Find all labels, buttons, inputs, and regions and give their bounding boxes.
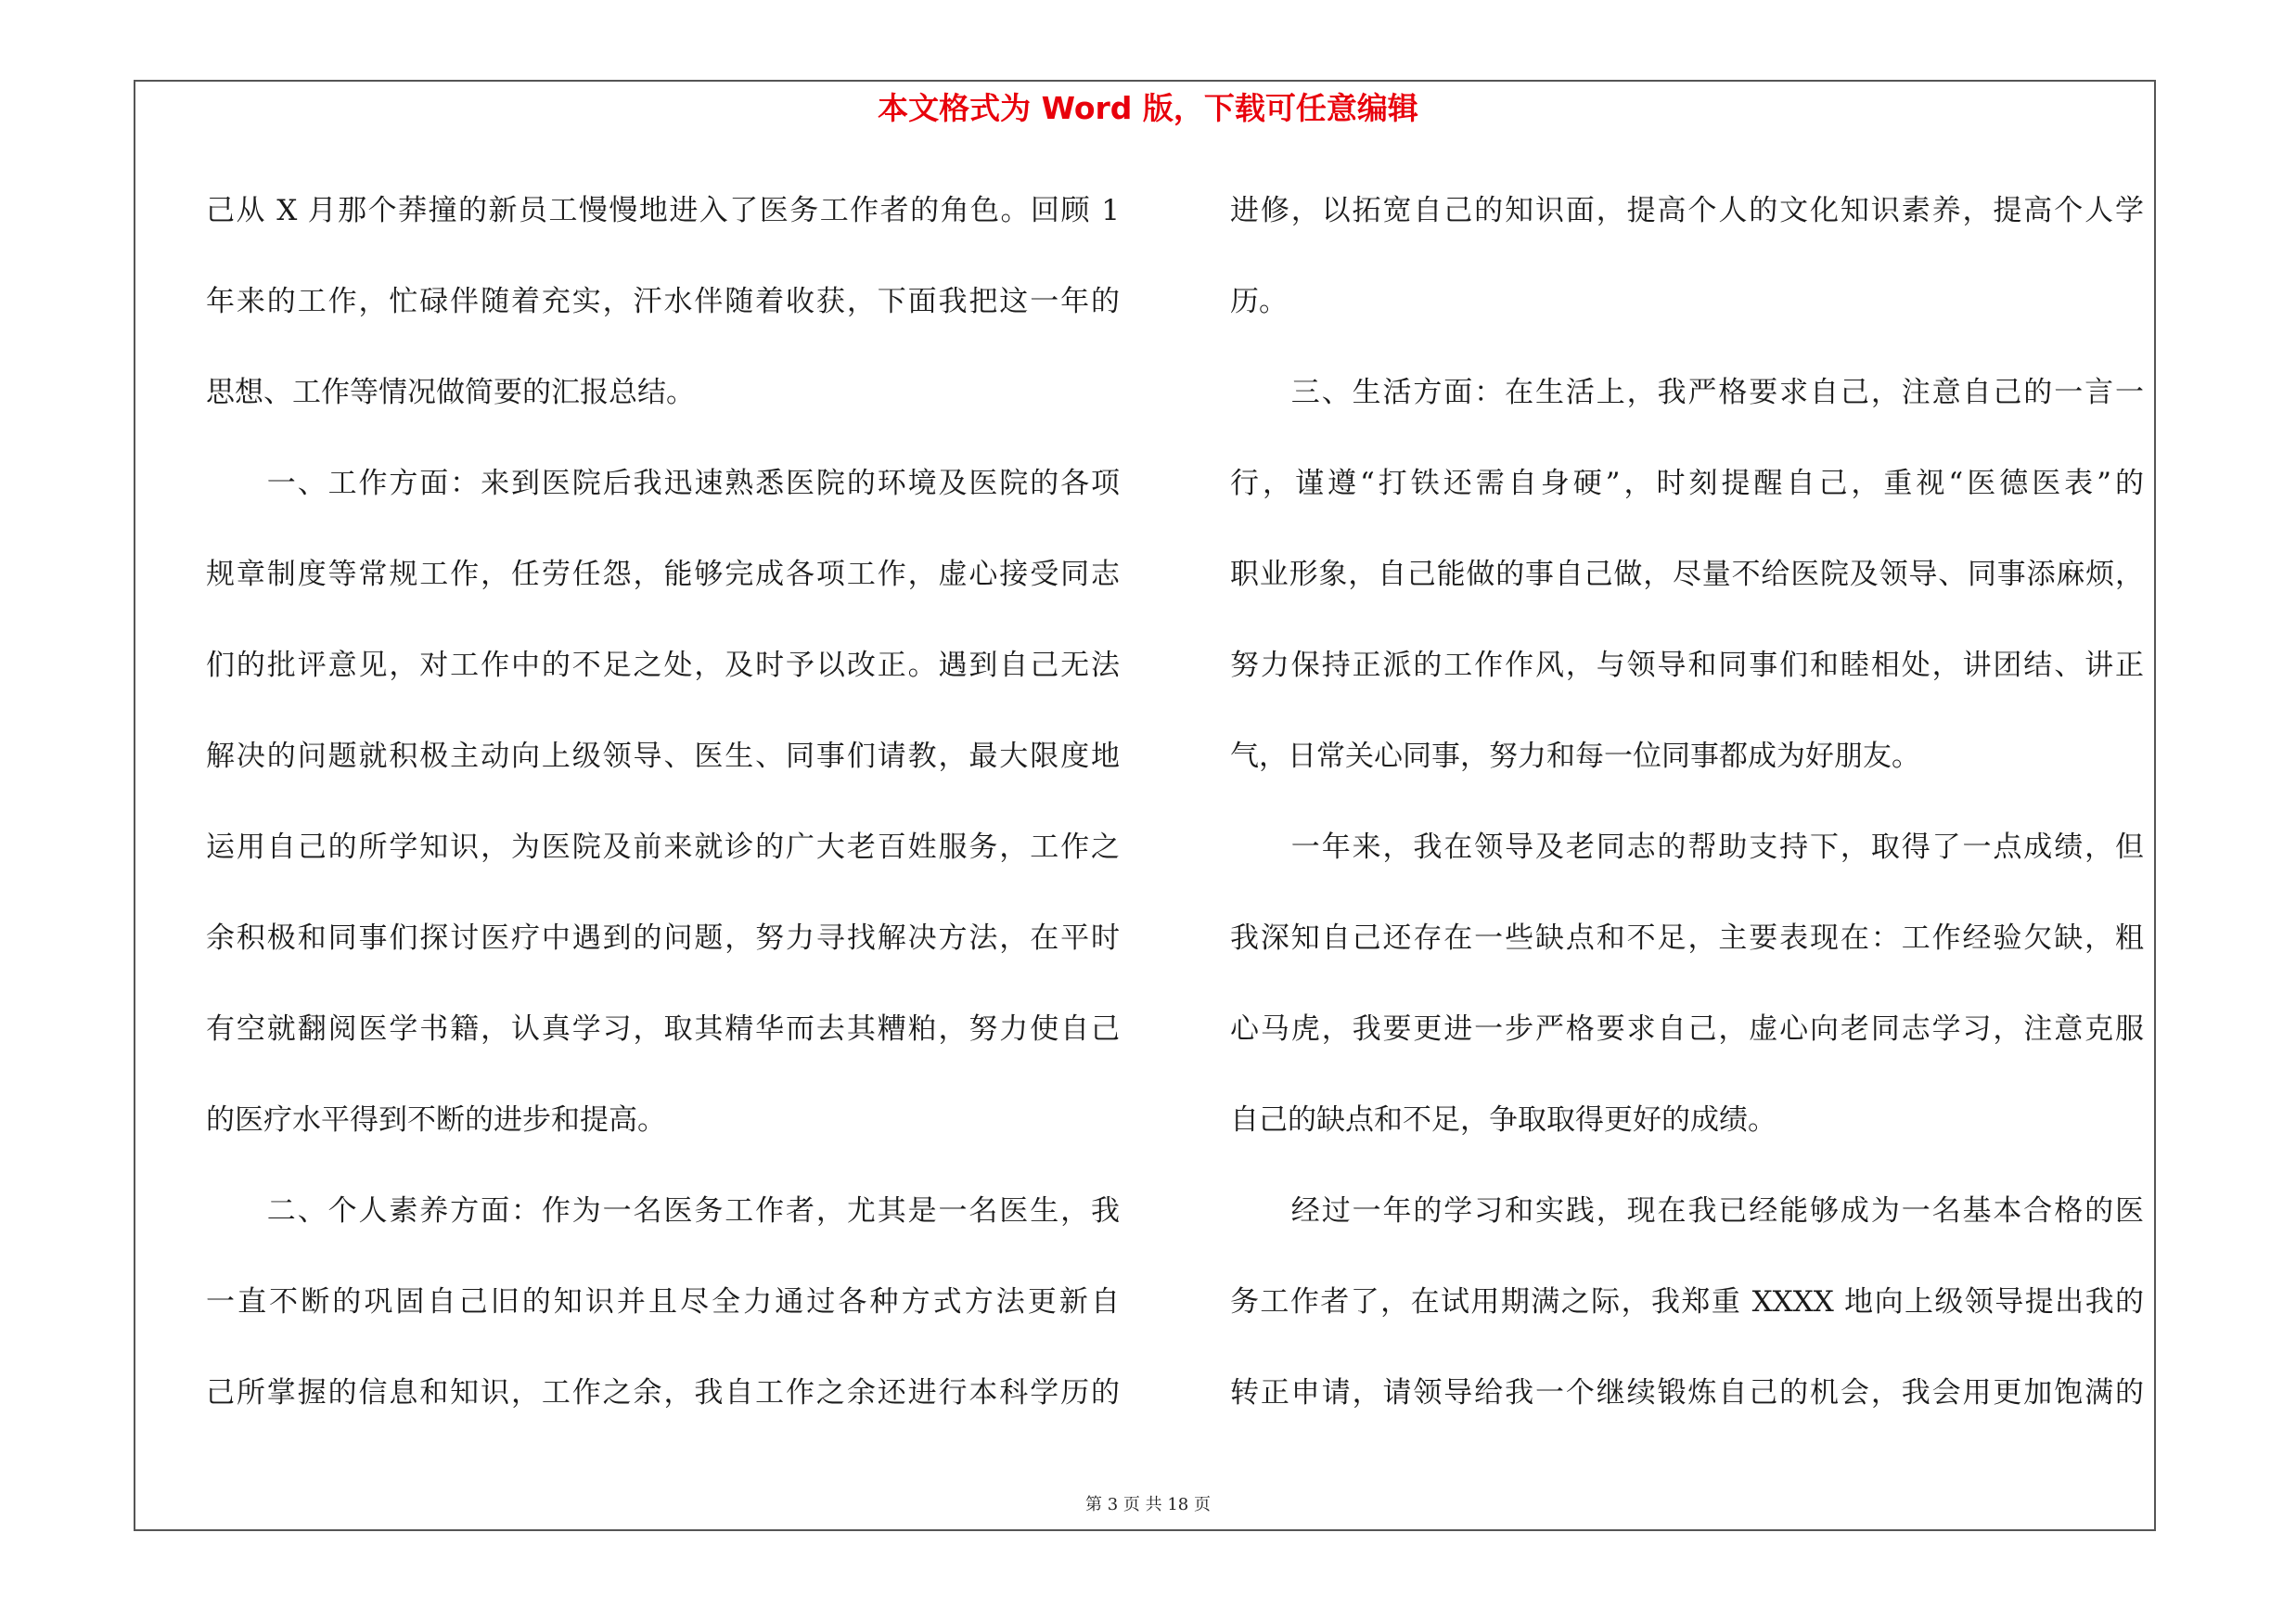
text-line: 务工作者了，在试用期满之际，我郑重 XXXX 地向上级领导提出我的 [1230,1285,2144,1319]
text-line: 三、生活方面：在生活上，我严格要求自己，注意自己的一言一 [1230,376,2144,409]
text-line: 历。 [1230,285,1288,318]
text-line: 的医疗水平得到不断的进步和提高。 [206,1103,666,1137]
left-text-column [206,178,1120,1451]
text-line: 努力保持正派的工作作风，与领导和同事们和睦相处，讲团结、讲正 [1230,649,2144,682]
text-line: 一年来，我在领导及老同志的帮助支持下，取得了一点成绩，但 [1230,831,2144,864]
text-line: 一、工作方面：来到医院后我迅速熟悉医院的环境及医院的各项 [206,467,1120,500]
text-line: 余积极和同事们探讨医疗中遇到的问题，努力寻找解决方法，在平时 [206,921,1120,955]
text-line: 自己的缺点和不足，争取取得更好的成绩。 [1230,1103,1777,1137]
text-line: 一直不断的巩固自己旧的知识并且尽全力通过各种方式方法更新自 [206,1285,1120,1319]
page-number: 第 3 页 共 18 页 [1085,1495,1211,1514]
text-line: 转正申请，请领导给我一个继续锻炼自己的机会，我会用更加饱满的 [1230,1376,2144,1410]
right-text-column [1230,178,2144,1451]
text-line: 规章制度等常规工作，任劳任怨，能够完成各项工作，虚心接受同志 [206,558,1120,591]
text-line: 有空就翻阅医学书籍，认真学习，取其精华而去其糟粕，努力使自己 [206,1012,1120,1046]
text-line: 我深知自己还存在一些缺点和不足，主要表现在：工作经验欠缺，粗 [1230,921,2144,955]
text-line: 二、个人素养方面：作为一名医务工作者，尤其是一名医生，我 [206,1194,1120,1228]
text-line: 气，日常关心同事，努力和每一位同事都成为好朋友。 [1230,740,1920,773]
banner-text: 本文格式为 Word 版，下载可任意编辑 [878,90,1418,126]
page-footer [0,1493,2296,1517]
text-line: 年来的工作，忙碌伴随着充实，汗水伴随着收获，下面我把这一年的 [206,285,1120,318]
text-line: 们的批评意见，对工作中的不足之处，及时予以改正。遇到自己无法 [206,649,1120,682]
text-line: 思想、工作等情况做简要的汇报总结。 [206,376,695,409]
text-line: 进修，以拓宽自己的知识面，提高个人的文化知识素养，提高个人学 [1230,194,2144,227]
text-line: 运用自己的所学知识，为医院及前来就诊的广大老百姓服务，工作之 [206,831,1120,864]
text-line: 行，谨遵“打铁还需自身硬”，时刻提醒自己，重视“医德医表”的 [1230,467,2144,500]
word-format-banner [0,85,2296,132]
text-line: 职业形象，自己能做的事自己做，尽量不给医院及领导、同事添麻烦， [1230,558,2144,591]
text-line: 解决的问题就积极主动向上级领导、医生、同事们请教，最大限度地 [206,740,1120,773]
text-line: 己所掌握的信息和知识，工作之余，我自工作之余还进行本科学历的 [206,1376,1120,1410]
text-line: 心马虎，我要更进一步严格要求自己，虚心向老同志学习，注意克服 [1230,1012,2144,1046]
text-line: 经过一年的学习和实践，现在我已经能够成为一名基本合格的医 [1230,1194,2144,1228]
text-line: 己从 X 月那个莽撞的新员工慢慢地进入了医务工作者的角色。回顾 1 [206,194,1120,227]
